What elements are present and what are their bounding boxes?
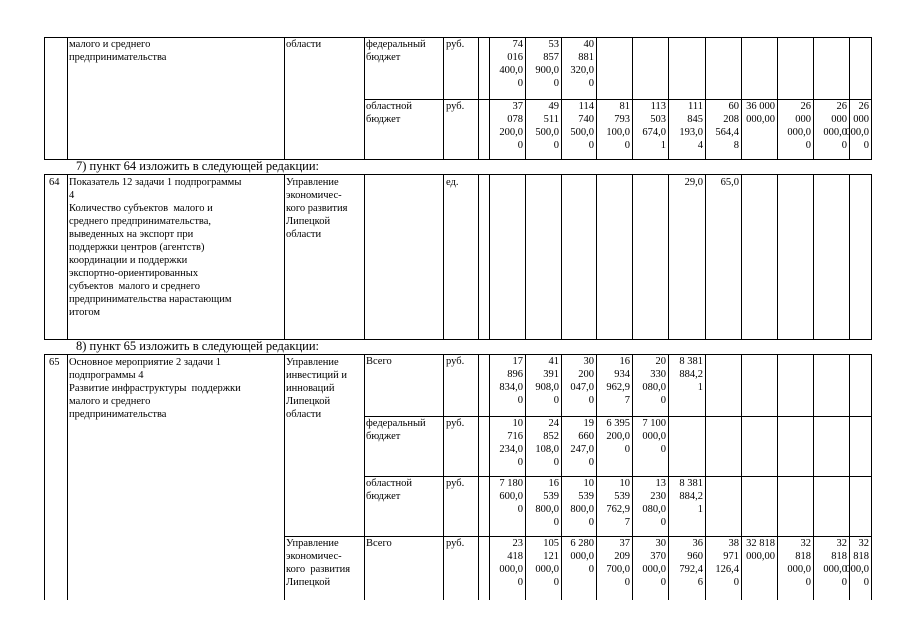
value-cell: 16 bbox=[619, 356, 630, 367]
table-rule bbox=[284, 174, 285, 340]
value-cell: 16 bbox=[548, 478, 559, 489]
value-cell: 0 bbox=[733, 577, 739, 588]
value-cell: 7 180 bbox=[499, 478, 523, 489]
value-cell: 503 bbox=[650, 114, 666, 125]
value-cell: 208 bbox=[723, 114, 739, 125]
value-cell: 60 bbox=[728, 101, 739, 112]
value-cell: 391 bbox=[543, 369, 559, 380]
indicator-description: среднего предпринимательства, bbox=[69, 216, 212, 227]
responsible-org: кого развития bbox=[286, 564, 351, 575]
value-cell: 114 bbox=[578, 101, 594, 112]
value-cell: 000,0 bbox=[535, 564, 559, 575]
unit-cell: руб. bbox=[446, 39, 465, 50]
value-cell: 884,2 bbox=[679, 369, 703, 380]
value-cell: 845 bbox=[687, 114, 703, 125]
value-cell: 37 bbox=[512, 101, 523, 112]
value-cell: 121 bbox=[543, 551, 559, 562]
value-cell: 0 bbox=[863, 140, 869, 151]
indicator-description: 4 bbox=[69, 190, 75, 201]
indicator-description: поддержки центров (агентств) bbox=[69, 242, 205, 253]
responsible-org: Управление bbox=[286, 177, 339, 188]
responsible-org: экономичес- bbox=[286, 190, 342, 201]
table-rule bbox=[489, 174, 490, 340]
indicator-description: субъектов малого и среднего bbox=[69, 281, 201, 292]
responsible-org: Липецкой bbox=[286, 396, 331, 407]
value-cell: 193,0 bbox=[679, 127, 703, 138]
value-cell: 37 bbox=[619, 538, 630, 549]
indicator-description: итогом bbox=[69, 307, 101, 318]
value-cell: 000,0 bbox=[823, 564, 847, 575]
indicator-description: предпринимательства bbox=[69, 409, 167, 420]
value-cell: 113 bbox=[650, 101, 666, 112]
value-cell: 32 bbox=[800, 538, 811, 549]
value-cell: 800,0 bbox=[570, 504, 594, 515]
value-cell: 716 bbox=[507, 431, 523, 442]
value-cell: 762,9 bbox=[606, 504, 630, 515]
funding-source: федеральный bbox=[366, 39, 426, 50]
responsible-org: кого развития bbox=[286, 203, 348, 214]
value-cell: 660 bbox=[578, 431, 594, 442]
table-rule bbox=[777, 174, 778, 340]
value-cell: 65,0 bbox=[720, 177, 739, 188]
table-rule bbox=[44, 174, 872, 175]
value-cell: 539 bbox=[578, 491, 594, 502]
indicator-description: выведенных на экспорт при bbox=[69, 229, 194, 240]
value-cell: 934 bbox=[614, 369, 630, 380]
value-cell: 078 bbox=[507, 114, 523, 125]
value-cell: 564,4 bbox=[715, 127, 739, 138]
value-cell: 852 bbox=[543, 431, 559, 442]
table-rule bbox=[44, 37, 45, 160]
value-cell: 539 bbox=[614, 491, 630, 502]
value-cell: 10 bbox=[583, 478, 594, 489]
unit-cell: ед. bbox=[446, 177, 459, 188]
value-cell: 800,0 bbox=[535, 504, 559, 515]
indicator-description: подпрограммы 4 bbox=[69, 370, 144, 381]
value-cell: 818 bbox=[795, 551, 811, 562]
indicator-description: предпринимательства нарастающим bbox=[69, 294, 232, 305]
table-rule bbox=[813, 174, 814, 340]
responsible-org: области bbox=[286, 409, 322, 420]
value-cell: 32 818 bbox=[746, 538, 775, 549]
table-rule bbox=[44, 174, 45, 340]
value-cell: 818 bbox=[853, 551, 869, 562]
value-cell: 36 000 bbox=[746, 101, 775, 112]
value-cell: 8 381 bbox=[679, 356, 703, 367]
value-cell: 792,4 bbox=[679, 564, 703, 575]
value-cell: 74 bbox=[512, 39, 523, 50]
value-cell: 0 bbox=[863, 577, 869, 588]
table-rule bbox=[596, 174, 597, 340]
value-cell: 000,0 bbox=[787, 127, 811, 138]
funding-source: бюджет bbox=[366, 491, 401, 502]
value-cell: 1 bbox=[660, 140, 666, 151]
value-cell: 370 bbox=[650, 551, 666, 562]
value-cell: 0 bbox=[517, 457, 523, 468]
value-cell: 6 395 bbox=[606, 418, 630, 429]
value-cell: 0 bbox=[553, 457, 559, 468]
table-rule bbox=[478, 174, 479, 340]
responsible-org: Липецкой bbox=[286, 577, 331, 588]
value-cell: 000 bbox=[853, 114, 869, 125]
value-cell: 0 bbox=[624, 140, 630, 151]
value-cell: 81 bbox=[619, 101, 630, 112]
value-cell: 0 bbox=[588, 517, 594, 528]
value-cell: 0 bbox=[660, 395, 666, 406]
value-cell: 126,4 bbox=[715, 564, 739, 575]
value-cell: 0 bbox=[517, 577, 523, 588]
table-rule bbox=[871, 354, 872, 600]
amendment-caption: 8) пункт 65 изложить в следующей редакции: bbox=[76, 339, 319, 353]
value-cell: 834,0 bbox=[499, 382, 523, 393]
value-cell: 4 bbox=[697, 140, 703, 151]
value-cell: 108,0 bbox=[535, 444, 559, 455]
table-rule bbox=[44, 354, 45, 600]
value-cell: 7 bbox=[624, 517, 630, 528]
value-cell: 230 bbox=[650, 491, 666, 502]
value-cell: 793 bbox=[614, 114, 630, 125]
value-cell: 200,0 bbox=[499, 127, 523, 138]
funding-source: бюджет bbox=[366, 52, 401, 63]
funding-source: бюджет bbox=[366, 114, 401, 125]
value-cell: 19 bbox=[583, 418, 594, 429]
table-rule bbox=[67, 174, 68, 340]
value-cell: 200,0 bbox=[606, 431, 630, 442]
value-cell: 857 bbox=[543, 52, 559, 63]
funding-source: бюджет bbox=[366, 431, 401, 442]
value-cell: 10 bbox=[619, 478, 630, 489]
value-cell: 200 bbox=[578, 369, 594, 380]
table-rule bbox=[871, 174, 872, 340]
value-cell: 000,0 bbox=[823, 127, 847, 138]
value-cell: 0 bbox=[553, 577, 559, 588]
value-cell: 40 bbox=[583, 39, 594, 50]
value-cell: 30 bbox=[655, 538, 666, 549]
value-cell: 896 bbox=[507, 369, 523, 380]
value-cell: 971 bbox=[723, 551, 739, 562]
value-cell: 000,0 bbox=[787, 564, 811, 575]
value-cell: 0 bbox=[841, 577, 847, 588]
value-cell: 234,0 bbox=[499, 444, 523, 455]
table-rule bbox=[741, 174, 742, 340]
value-cell: 0 bbox=[553, 395, 559, 406]
value-cell: 32 bbox=[858, 538, 869, 549]
value-cell: 881 bbox=[578, 52, 594, 63]
value-cell: 0 bbox=[553, 517, 559, 528]
value-cell: 000,0 bbox=[570, 551, 594, 562]
value-cell: 000,0 bbox=[845, 564, 869, 575]
value-cell: 0 bbox=[624, 444, 630, 455]
value-cell: 908,0 bbox=[535, 382, 559, 393]
indicator-description: малого и среднего bbox=[69, 39, 151, 50]
value-cell: 700,0 bbox=[606, 564, 630, 575]
value-cell: 7 100 bbox=[642, 418, 666, 429]
value-cell: 29,0 bbox=[684, 177, 703, 188]
value-cell: 8 381 bbox=[679, 478, 703, 489]
unit-cell: руб. bbox=[446, 478, 465, 489]
value-cell: 080,0 bbox=[642, 382, 666, 393]
value-cell: 17 bbox=[512, 356, 523, 367]
value-cell: 7 bbox=[624, 395, 630, 406]
value-cell: 962,9 bbox=[606, 382, 630, 393]
value-cell: 0 bbox=[588, 564, 594, 575]
value-cell: 0 bbox=[588, 395, 594, 406]
funding-source: областной bbox=[366, 478, 412, 489]
value-cell: 36 bbox=[692, 538, 703, 549]
value-cell: 41 bbox=[548, 356, 559, 367]
value-cell: 0 bbox=[660, 444, 666, 455]
table-rule bbox=[668, 174, 669, 340]
value-cell: 884,2 bbox=[679, 491, 703, 502]
value-cell: 0 bbox=[588, 140, 594, 151]
value-cell: 330 bbox=[650, 369, 666, 380]
value-cell: 32 bbox=[836, 538, 847, 549]
value-cell: 8 bbox=[733, 140, 739, 151]
value-cell: 539 bbox=[543, 491, 559, 502]
value-cell: 1 bbox=[697, 382, 703, 393]
indicator-description: Основное мероприятие 2 задачи 1 bbox=[69, 357, 222, 368]
value-cell: 0 bbox=[660, 577, 666, 588]
table-rule bbox=[561, 174, 562, 340]
value-cell: 0 bbox=[805, 140, 811, 151]
indicator-description: малого и среднего bbox=[69, 396, 151, 407]
value-cell: 000,0 bbox=[642, 431, 666, 442]
value-cell: 080,0 bbox=[642, 504, 666, 515]
table-rule bbox=[364, 174, 365, 340]
value-cell: 0 bbox=[588, 78, 594, 89]
value-cell: 960 bbox=[687, 551, 703, 562]
indicator-description: экспортно-ориентированных bbox=[69, 268, 199, 279]
value-cell: 818 bbox=[831, 551, 847, 562]
item-number: 64 bbox=[49, 177, 60, 188]
value-cell: 20 bbox=[655, 356, 666, 367]
value-cell: 0 bbox=[553, 78, 559, 89]
amendment-caption: 7) пункт 64 изложить в следующей редакции: bbox=[76, 159, 319, 173]
value-cell: 209 bbox=[614, 551, 630, 562]
table-rule bbox=[443, 354, 444, 600]
value-cell: 6 280 bbox=[570, 538, 594, 549]
responsible-org: Управление bbox=[286, 538, 339, 549]
value-cell: 0 bbox=[517, 78, 523, 89]
responsible-org: Липецкой bbox=[286, 216, 331, 227]
value-cell: 100,0 bbox=[606, 127, 630, 138]
value-cell: 30 bbox=[583, 356, 594, 367]
value-cell: 0 bbox=[805, 577, 811, 588]
table-rule bbox=[632, 174, 633, 340]
value-cell: 10 bbox=[512, 418, 523, 429]
value-cell: 0 bbox=[517, 504, 523, 515]
value-cell: 0 bbox=[553, 140, 559, 151]
table-rule bbox=[67, 37, 68, 160]
unit-cell: руб. bbox=[446, 356, 465, 367]
value-cell: 0 bbox=[660, 517, 666, 528]
value-cell: 38 bbox=[728, 538, 739, 549]
value-cell: 016 bbox=[507, 52, 523, 63]
value-cell: 0 bbox=[624, 577, 630, 588]
value-cell: 53 bbox=[548, 39, 559, 50]
indicator-description: Показатель 12 задачи 1 подпрограммы bbox=[69, 177, 242, 188]
value-cell: 418 bbox=[507, 551, 523, 562]
value-cell: 13 bbox=[655, 478, 666, 489]
value-cell: 000,00 bbox=[746, 114, 775, 125]
value-cell: 740 bbox=[578, 114, 594, 125]
indicator-description: Развитие инфраструктуры поддержки bbox=[69, 383, 241, 394]
value-cell: 674,0 bbox=[642, 127, 666, 138]
unit-cell: руб. bbox=[446, 538, 465, 549]
value-cell: 600,0 bbox=[499, 491, 523, 502]
value-cell: 511 bbox=[543, 114, 559, 125]
table-rule bbox=[525, 174, 526, 340]
funding-source: Всего bbox=[366, 538, 392, 549]
value-cell: 0 bbox=[841, 140, 847, 151]
table-rule bbox=[443, 174, 444, 340]
value-cell: 0 bbox=[588, 457, 594, 468]
value-cell: 000,00 bbox=[746, 551, 775, 562]
table-rule bbox=[364, 354, 365, 600]
value-cell: 0 bbox=[517, 140, 523, 151]
responsible-org: инвестиций и bbox=[286, 370, 348, 381]
value-cell: 320,0 bbox=[570, 65, 594, 76]
responsible-org: инноваций bbox=[286, 383, 335, 394]
value-cell: 500,0 bbox=[535, 127, 559, 138]
value-cell: 000,0 bbox=[642, 564, 666, 575]
value-cell: 047,0 bbox=[570, 382, 594, 393]
value-cell: 900,0 bbox=[535, 65, 559, 76]
value-cell: 500,0 bbox=[570, 127, 594, 138]
unit-cell: руб. bbox=[446, 101, 465, 112]
indicator-description: Количество субъектов малого и bbox=[69, 203, 213, 214]
unit-cell: руб. bbox=[446, 418, 465, 429]
responsible-org: области bbox=[286, 39, 322, 50]
funding-source: федеральный bbox=[366, 418, 426, 429]
value-cell: 000,0 bbox=[499, 564, 523, 575]
value-cell: 105 bbox=[543, 538, 559, 549]
indicator-description: предпринимательства bbox=[69, 52, 167, 63]
value-cell: 247,0 bbox=[570, 444, 594, 455]
value-cell: 0 bbox=[517, 395, 523, 406]
table-rule bbox=[705, 174, 706, 340]
funding-source: Всего bbox=[366, 356, 392, 367]
value-cell: 49 bbox=[548, 101, 559, 112]
responsible-org: области bbox=[286, 229, 322, 240]
value-cell: 1 bbox=[697, 504, 703, 515]
table-rule bbox=[284, 354, 285, 600]
table-rule bbox=[741, 354, 742, 600]
value-cell: 24 bbox=[548, 418, 559, 429]
value-cell: 6 bbox=[697, 577, 703, 588]
value-cell: 000 bbox=[831, 114, 847, 125]
table-rule bbox=[67, 354, 68, 600]
value-cell: 23 bbox=[512, 538, 523, 549]
responsible-org: экономичес- bbox=[286, 551, 342, 562]
funding-source: областной bbox=[366, 101, 412, 112]
table-rule bbox=[284, 37, 285, 160]
value-cell: 000,0 bbox=[845, 127, 869, 138]
indicator-description: координации и поддержки bbox=[69, 255, 188, 266]
value-cell: 26 bbox=[858, 101, 869, 112]
value-cell: 26 bbox=[836, 101, 847, 112]
responsible-org: Управление bbox=[286, 357, 339, 368]
item-number: 65 bbox=[49, 357, 60, 368]
value-cell: 400,0 bbox=[499, 65, 523, 76]
value-cell: 26 bbox=[800, 101, 811, 112]
value-cell: 000 bbox=[795, 114, 811, 125]
table-rule bbox=[849, 174, 850, 340]
value-cell: 111 bbox=[688, 101, 703, 112]
